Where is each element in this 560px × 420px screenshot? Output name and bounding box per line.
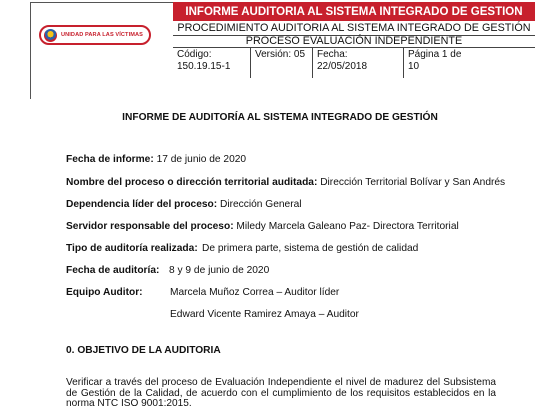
field-label: Tipo de auditoría realizada: xyxy=(66,243,198,254)
section-heading-objective: 0. OBJETIVO DE LA AUDITORIA xyxy=(66,345,221,356)
field-label: Servidor responsable del proceso: xyxy=(66,221,234,232)
field-label: Dependencia líder del proceso: xyxy=(66,199,218,210)
audit-team-member: Marcela Muñoz Correa – Auditor líder xyxy=(170,287,340,298)
header-version: Versión: 05 xyxy=(251,48,313,78)
audit-team-member: Edward Vicente Ramirez Amaya – Auditor xyxy=(170,309,359,320)
header-meta-row xyxy=(173,48,535,78)
organization-logo xyxy=(39,25,151,45)
field-audit-type-value: De primera parte, sistema de gestión de calidad xyxy=(202,243,419,254)
header-title: INFORME AUDITORIA AL SISTEMA INTEGRADO DE GESTION xyxy=(173,2,535,21)
header-page: Página 1 de 10 xyxy=(408,49,462,72)
logo-cell xyxy=(30,2,174,99)
field-audited-process xyxy=(66,177,505,188)
logo-text: UNIDAD PARA LAS VÍCTIMAS xyxy=(61,32,143,38)
document-header xyxy=(30,2,535,100)
objective-paragraph: Verificar a través del proceso de Evaluación Independiente el nivel de madurez del Subsistema de Gestión de la Calidad, de acuerdo con el cumplimiento de los requisitos establecidos en la norma NTC ISO 9001:2015. xyxy=(66,377,496,410)
field-value: Dirección General xyxy=(217,199,302,210)
field-label: Fecha de auditoría: xyxy=(66,265,160,276)
field-responsible xyxy=(66,221,459,232)
header-date: Fecha: 22/05/2018 xyxy=(313,48,404,78)
field-audit-date-value: 8 y 9 de junio de 2020 xyxy=(169,265,270,276)
field-report-date xyxy=(66,154,246,165)
field-audit-date-label xyxy=(66,265,159,276)
header-procedure: PROCEDIMIENTO AUDITORIA AL SISTEMA INTEGRADO DE GESTIÓN xyxy=(173,21,535,36)
document-title: INFORME DE AUDITORÍA AL SISTEMA INTEGRADO DE GESTIÓN xyxy=(122,112,438,123)
field-value: Miledy Marcela Galeano Paz- Directora Territorial xyxy=(233,221,459,232)
field-label: Fecha de informe: xyxy=(66,154,154,165)
header-process: PROCESO EVALUACIÓN INDEPENDIENTE xyxy=(173,36,535,48)
field-value: 17 de junio de 2020 xyxy=(153,154,247,165)
seal-icon xyxy=(44,29,57,42)
field-value: Dirección Territorial Bolívar y San Andrés xyxy=(317,177,506,188)
field-audit-type-label xyxy=(66,243,198,254)
field-label: Equipo Auditor: xyxy=(66,287,143,298)
field-lead-dependency xyxy=(66,199,302,210)
field-audit-team-label xyxy=(66,287,143,298)
header-code: Código: 150.19.15-1 xyxy=(173,48,251,78)
field-label: Nombre del proceso o dirección territorial auditada: xyxy=(66,177,318,188)
